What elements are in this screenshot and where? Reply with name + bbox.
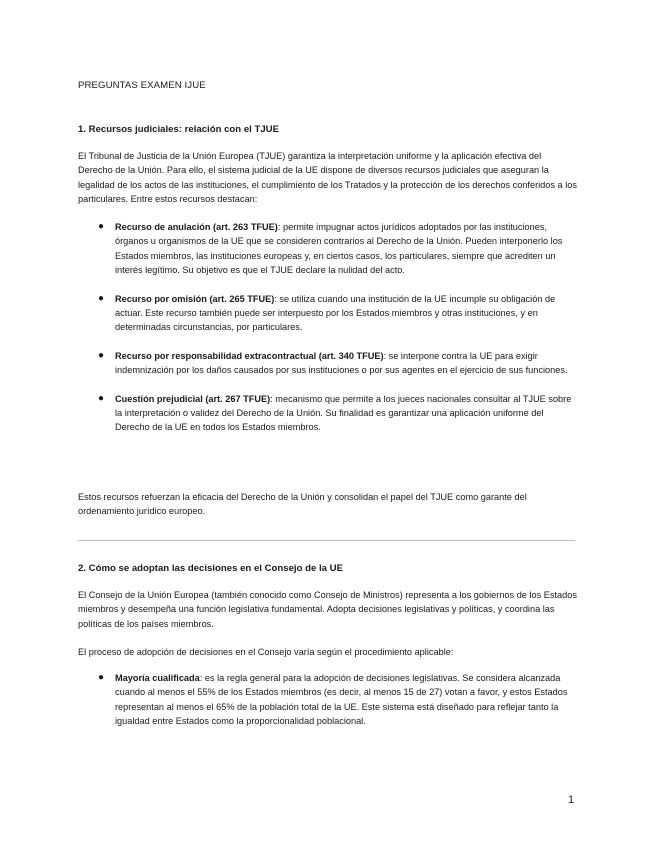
bullet-dot-icon: ● <box>98 349 105 361</box>
bullet-text: : permite impugnar actos jurídicos adoptados por las instituciones, órganos u organismos de la UE que se consideren contrarios al Derecho de la Unión. Pueden interponerlo los Estados miembros, las instituciones europeas y, en ciertos casos, los particulares, siempre que acrediten un interés legítimo. Su objetivo es que el TJUE declare la nulidad del acto. <box>115 222 563 276</box>
bullet-text: : se utiliza cuando una institución de la UE incumple su obligación de actuar. Este recurso también puede ser interpuesto por los Estados miembros y otras instituciones, y en determinadas circunstancias, por particulares. <box>115 293 556 333</box>
bullet-text: : mecanismo que permite a los jueces nacionales consultar al TJUE sobre la interpretación o validez del Derecho de la Unión. Su finalidad es garantizar una aplicación uniforme del Derecho de la UE en todos los Estados miembros. <box>115 393 572 433</box>
bullet-dot-icon: ● <box>98 221 105 232</box>
bullet-term: Mayoría cualificada <box>115 673 200 683</box>
bullet-cuestion-prejudicial <box>78 392 578 435</box>
document-title: PREGUNTAS EXAMEN IJUE <box>78 80 206 91</box>
bullet-responsabilidad-extracontractual <box>78 349 578 378</box>
bullet-term: Recurso de anulación (art. 263 TFUE) <box>115 222 278 232</box>
bullet-recurso-omision <box>78 292 578 335</box>
bullet-mayoria-cualificada <box>78 671 578 729</box>
bullet-dot-icon: ● <box>98 392 105 404</box>
bullet-term: Recurso por responsabilidad extracontractual (art. 340 TFUE) <box>115 350 384 361</box>
section-1-closing: Estos recursos refuerzan la eficacia del Derecho de la Unión y consolidan el papel del TJUE como garante del ordenamiento jurídico europeo. <box>78 492 527 517</box>
section-divider <box>78 540 575 541</box>
section-1-intro: El Tribunal de Justicia de la Unión Europea (TJUE) garantiza la interpretación uniforme y la aplicación efectiva del Derecho de la Unión. Para ello, el sistema judicial de la UE dispone de diversos recursos judiciales que aseguran la legalidad de los actos de las instituciones, el cumplimiento de los Tratados y la protección de los derechos conferidos a los particulares. Entre estos recursos destacan: <box>78 151 577 205</box>
bullet-dot-icon: ● <box>98 292 105 304</box>
section-2-bullet-list <box>78 671 578 729</box>
bullet-text: : se interpone contra la UE para exigir indemnización por los daños causados por sus instituciones o por sus agentes en el ejercicio de sus funciones. <box>115 350 568 376</box>
section-1-bullet-list <box>78 220 578 435</box>
bullet-term: Recurso por omisión (art. 265 TFUE) <box>115 293 275 304</box>
section-2-intro-2: El proceso de adopción de decisiones en el Consejo varía según el procedimiento aplicable: <box>78 647 454 657</box>
bullet-term: Cuestión prejudicial (art. 267 TFUE) <box>115 393 271 404</box>
bullet-dot-icon: ● <box>98 672 105 683</box>
bullet-recurso-anulacion <box>78 220 578 278</box>
section-1-heading: 1. Recursos judiciales: relación con el TJUE <box>78 124 280 135</box>
section-2-intro: El Consejo de la Unión Europea (también conocido como Consejo de Ministros) representa a los gobiernos de los Estados miembros y desempeña una función legislativa fundamental. Adopta decisiones legislativas y políticas, y coordina las políticas de los países miembros. <box>78 590 577 629</box>
page-number: 1 <box>568 794 575 806</box>
bullet-text: : es la regla general para la adopción de decisiones legislativas. Se considera alcanzada cuando al menos el 55% de los Estados miembros (es decir, al menos 15 de 27) votan a favor, y estos Estados representan al menos el 65% de la población total de la UE. Este sistema está diseñado para reflejar tanto la igualdad entre Estados como la proporcionalidad poblacional. <box>115 673 568 727</box>
section-2-heading: 2. Cómo se adoptan las decisiones en el Consejo de la UE <box>78 563 343 574</box>
